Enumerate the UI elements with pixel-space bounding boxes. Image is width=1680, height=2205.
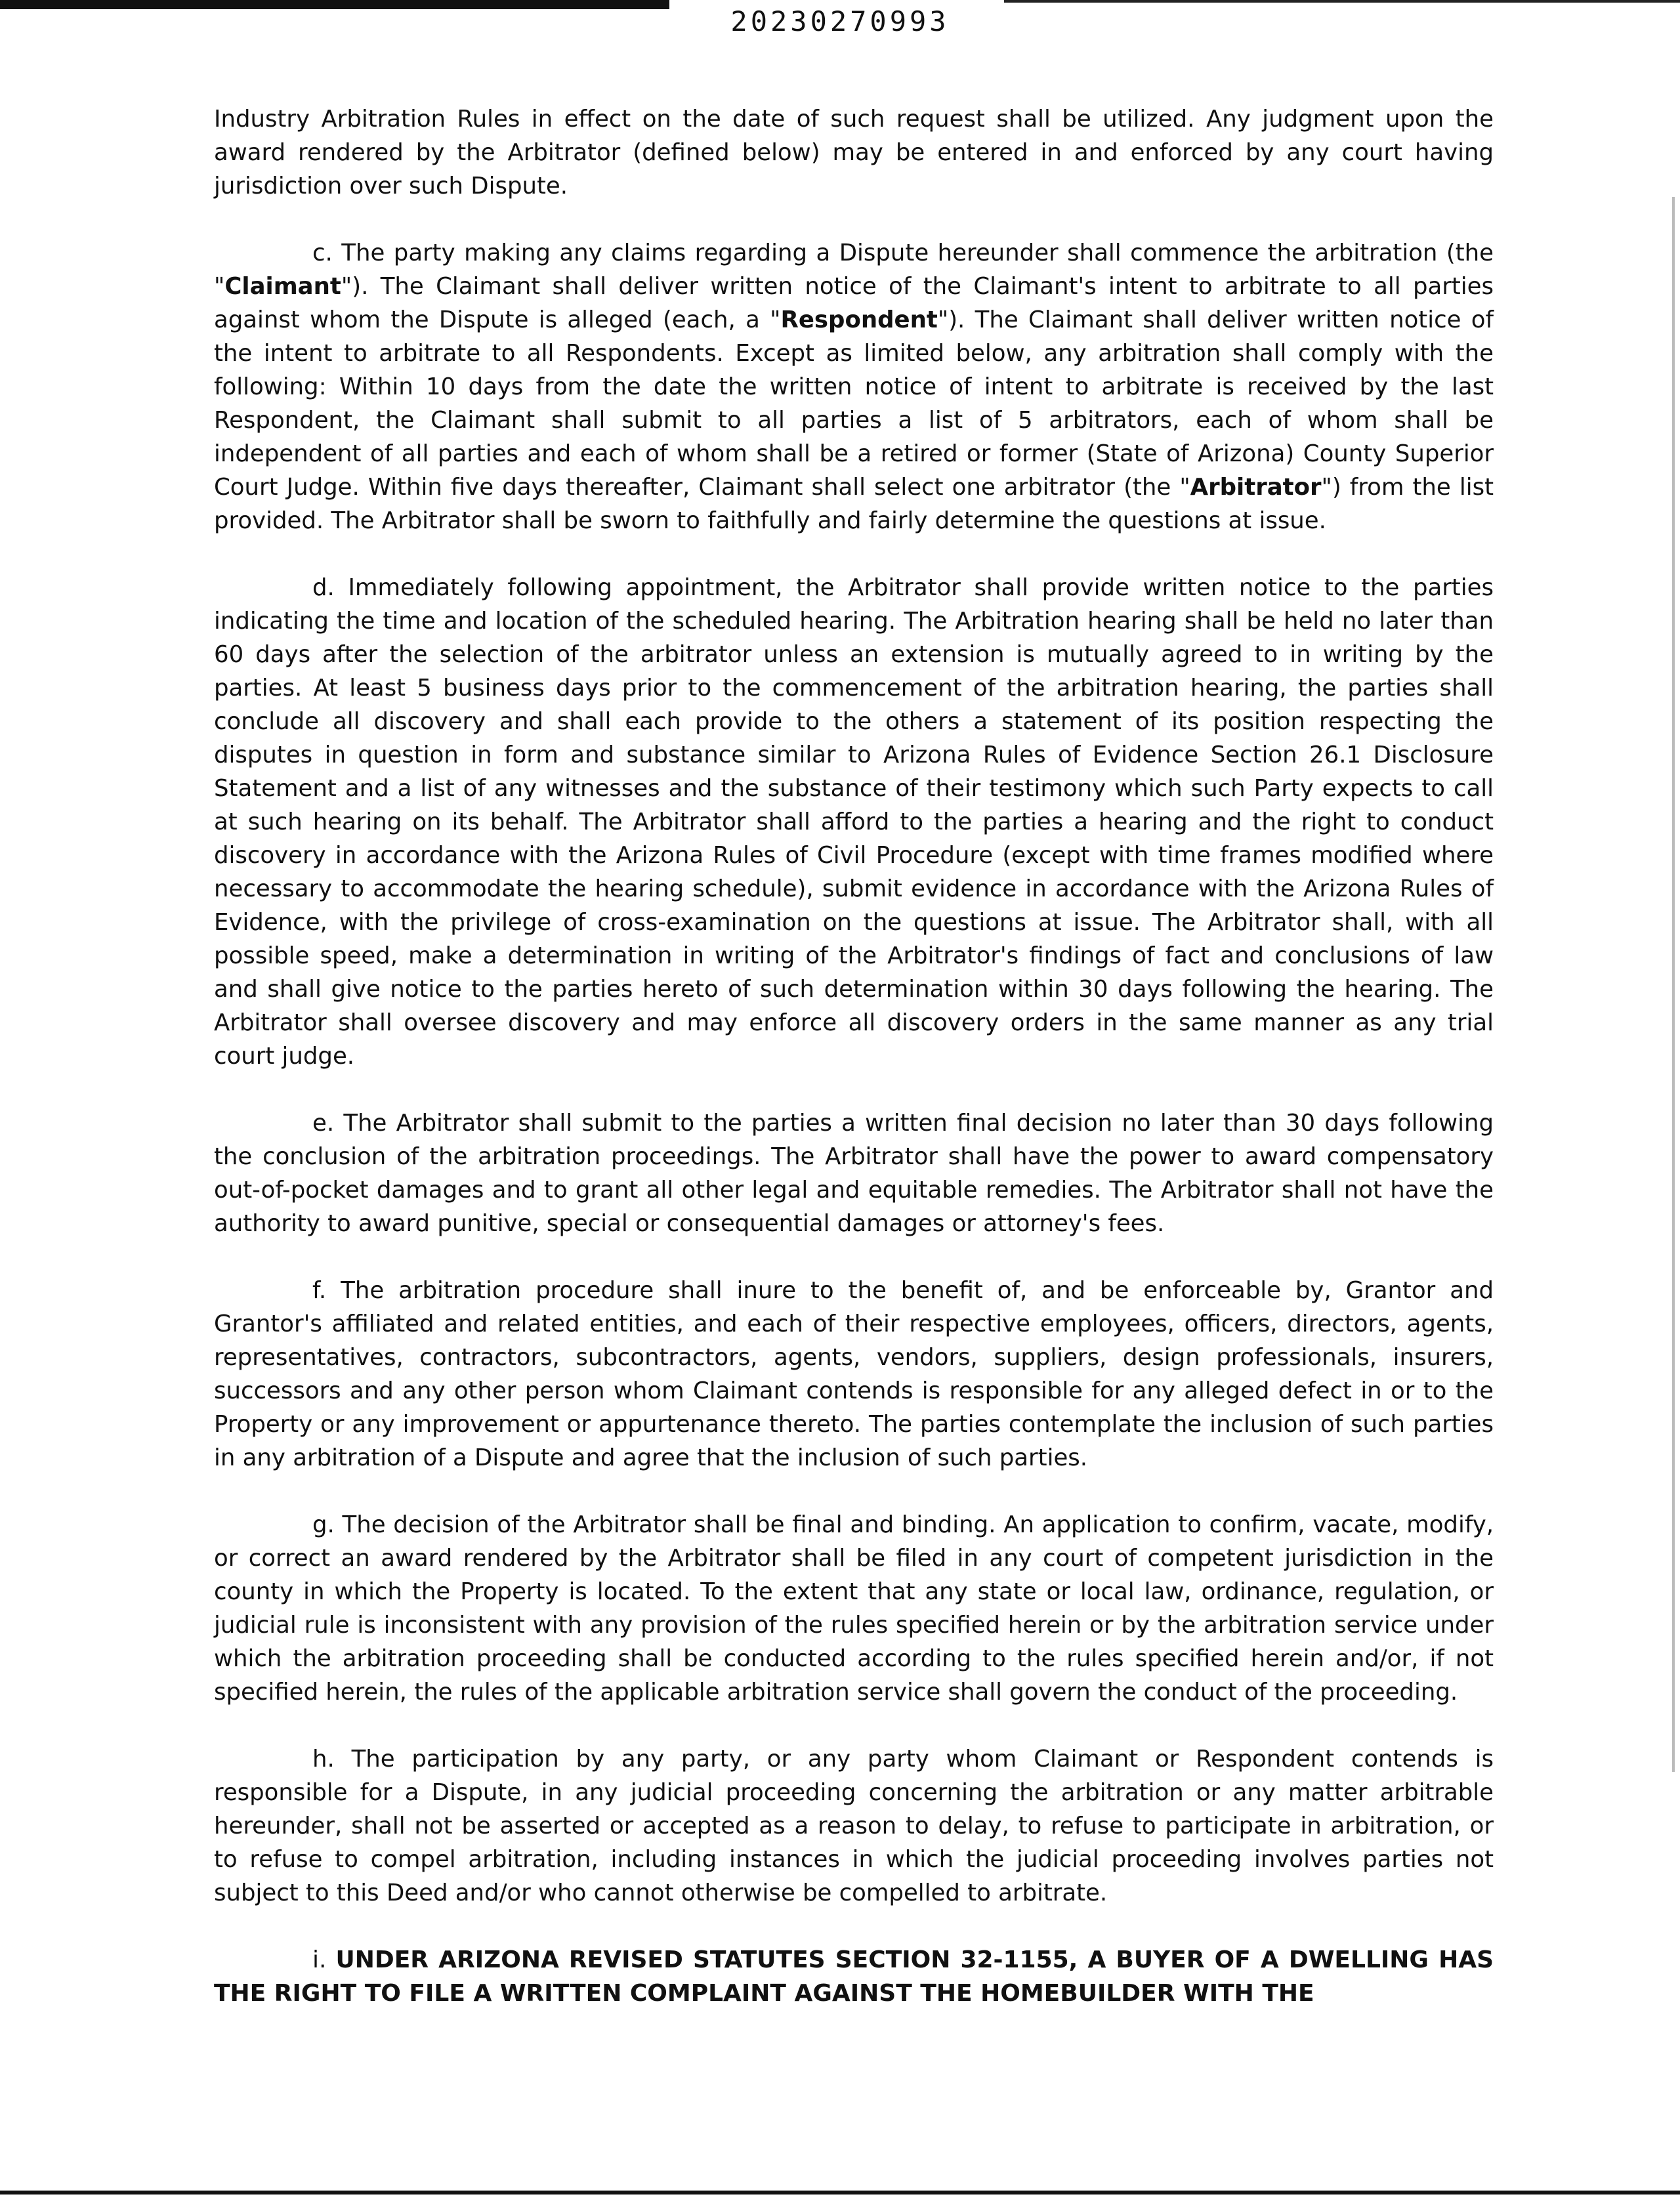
text-run: c. The party making any claims regarding a Dispute hereunder shall commence the arbitration (the ": [214, 240, 1494, 300]
text-run: Industry Arbitration Rules in effect on the date of such request shall be utilized. Any judgment upon the award rendered by the Arbitrator (defined below) may be entered in and enforced by any court having jurisdiction over such Dispute.: [214, 106, 1494, 200]
text-run: h. The participation by any party, or any party whom Claimant or Respondent contends is responsible for a Dispute, in any judicial proceeding concerning the arbitration or any matter arbitrable hereunder, shall not be asserted or accepted as a reason to delay, to refuse to participate in arbitration, or to refuse to compel arbitration, including instances in which the judicial proceeding involves parties not subject to this Deed and/or who cannot otherwise be compelled to arbitrate.: [214, 1746, 1494, 1906]
scan-border-bottom: [0, 2191, 1680, 2194]
text-run: f. The arbitration procedure shall inure to the benefit of, and be enforceable by, Grantor and Grantor's affiliated and related entities, and each of their respective employees, officers, directors, agents, representatives, contractors, subcontractors, agents, vendors, suppliers, design professionals, insurers, successors and any other person whom Claimant contends is responsible for any alleged defect in or to the Property or any improvement or appurtenance thereto. The parties contemplate the inclusion of such parties in any arbitration of a Dispute and agree that the inclusion of such parties.: [214, 1277, 1494, 1471]
text-run: ") from the list provided. The Arbitrator shall be sworn to faithfully and fairly determine the questions at issue.: [214, 474, 1494, 534]
paragraph-g: [214, 1508, 1494, 1709]
recording-number: 20230270993: [730, 5, 950, 37]
text-run: "). The Claimant shall deliver written notice of the intent to arbitrate to all Respondents. Except as limited below, any arbitration shall comply with the following: Within 10 days from the date the written notice of intent to arbitrate is received by the last Respondent, the Claimant shall submit to all parties a list of 5 arbitrators, each of whom shall be independent of all parties and each of whom shall be a retired or former (State of Arizona) County Superior Court Judge. Within five days thereafter, Claimant shall select one arbitrator (the ": [214, 306, 1494, 501]
paragraph-f: [214, 1274, 1494, 1475]
statutory-notice: UNDER ARIZONA REVISED STATUTES SECTION 32-1155, A BUYER OF A DWELLING HAS THE RIGHT TO FILE A WRITTEN COMPLAINT AGAINST THE HOMEBUILDER WITH THE: [214, 1946, 1494, 2007]
defined-term-claimant: Claimant: [224, 273, 341, 300]
text-run: d. Immediately following appointment, the Arbitrator shall provide written notice to the parties indicating the time and location of the scheduled hearing. The Arbitration hearing shall be held no later than 60 days after the selection of the arbitrator unless an extension is mutually agreed to in writing by the parties. At least 5 business days prior to the commencement of the arbitration hearing, the parties shall conclude all discovery and shall each provide to the others a statement of its position respecting the disputes in question in form and substance similar to Arizona Rules of Evidence Section 26.1 Disclosure Statement and a list of any witnesses and the substance of their testimony which such Party expects to call at such hearing on its behalf. The Arbitrator shall afford to the parties a hearing and the right to conduct discovery in accordance with the Arizona Rules of Civil Procedure (except with time frames modified where necessary to accommodate the hearing schedule), submit evidence in accordance with the Arizona Rules of Evidence, with the privilege of cross-examination on the questions at issue. The Arbitrator shall, with all possible speed, make a determination in writing of the Arbitrator's findings of fact and conclusions of law and shall give notice to the parties hereto of such determination within 30 days following the hearing. The Arbitrator shall oversee discovery and may enforce all discovery orders in the same manner as any trial court judge.: [214, 574, 1494, 1070]
scan-edge-right: [1672, 197, 1675, 1772]
list-marker: i.: [312, 1946, 336, 1973]
defined-term-arbitrator: Arbitrator: [1190, 474, 1322, 501]
scan-border-top-right: [1004, 0, 1680, 3]
text-run: e. The Arbitrator shall submit to the parties a written final decision no later than 30 days following the conclusion of the arbitration proceedings. The Arbitrator shall have the power to award compensatory out-of-pocket damages and to grant all other legal and equitable remedies. The Arbitrator shall not have the authority to award punitive, special or consequential damages or attorney's fees.: [214, 1110, 1494, 1237]
paragraph-e: [214, 1106, 1494, 1240]
paragraph-i: [214, 1943, 1494, 2010]
paragraph-b-continued: [214, 102, 1494, 203]
document-body: [214, 102, 1494, 2044]
defined-term-respondent: Respondent: [780, 306, 938, 333]
paragraph-c: [214, 236, 1494, 537]
paragraph-h: [214, 1742, 1494, 1910]
text-run: g. The decision of the Arbitrator shall be final and binding. An application to confirm, vacate, modify, or correct an award rendered by the Arbitrator shall be filed in any court of competent jurisdiction in the county in which the Property is located. To the extent that any state or local law, ordinance, regulation, or judicial rule is inconsistent with any provision of the rules specified herein or by the arbitration service under which the arbitration proceeding shall be conducted according to the rules specified herein and/or, if not specified herein, the rules of the applicable arbitration service shall govern the conduct of the proceeding.: [214, 1511, 1494, 1706]
text-run: "). The Claimant shall deliver written notice of the Claimant's intent to arbitrate to all parties against whom the Dispute is alleged (each, a ": [214, 273, 1494, 333]
paragraph-d: [214, 571, 1494, 1073]
